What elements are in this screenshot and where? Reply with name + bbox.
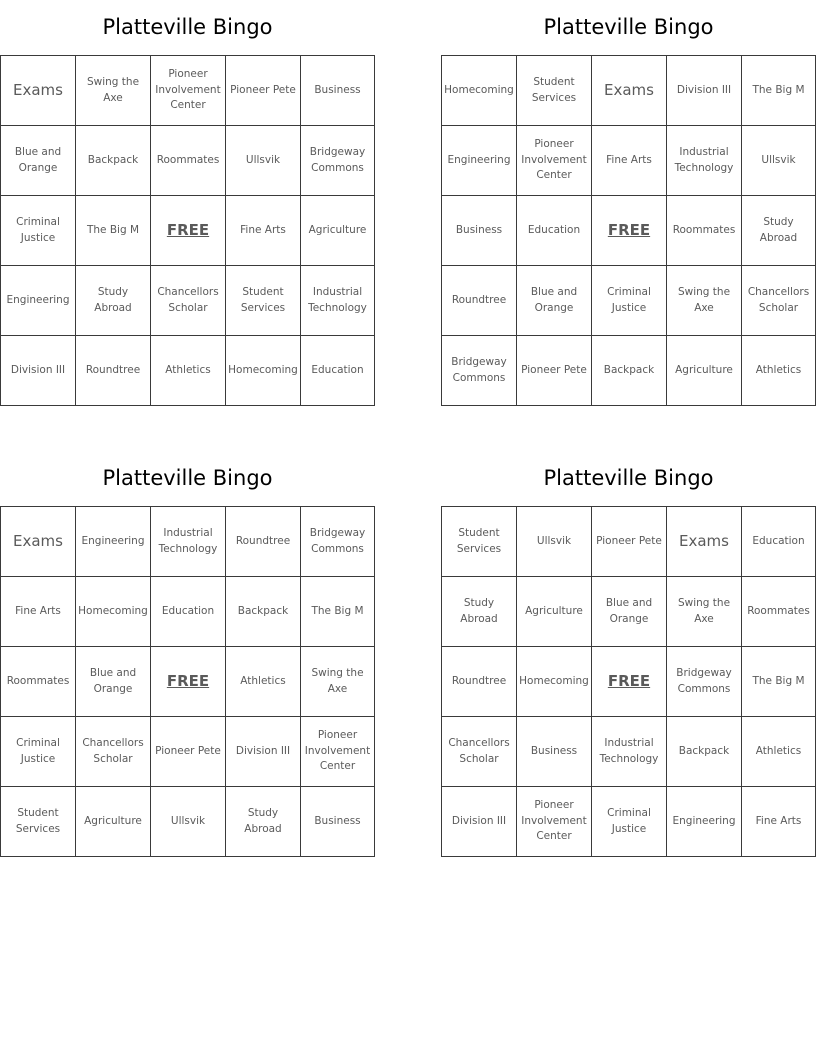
bingo-square (151, 266, 226, 336)
square-label: Agriculture (308, 223, 367, 236)
square-label: The Big M (752, 674, 805, 687)
square-label: Chancellors Scholar (747, 286, 810, 314)
square-label: Homecoming (228, 363, 298, 376)
bingo-square (301, 507, 375, 577)
square-label: Pioneer Involvement Center (521, 799, 587, 843)
square-label: Pioneer Involvement Center (155, 68, 221, 112)
bingo-square (517, 126, 592, 196)
bingo-square (517, 787, 592, 857)
bingo-grid (0, 506, 375, 857)
bingo-square (226, 717, 301, 787)
square-label: Ullsvik (170, 814, 206, 827)
bingo-square (742, 507, 816, 577)
bingo-square (442, 787, 517, 857)
bingo-square (667, 787, 742, 857)
square-label: Exams (679, 531, 729, 550)
bingo-square (1, 507, 76, 577)
bingo-square (226, 196, 301, 266)
square-label: The Big M (311, 604, 364, 617)
square-label: Roommates (747, 604, 810, 617)
card-title: Platteville Bingo (102, 466, 273, 490)
bingo-square (226, 507, 301, 577)
square-label: Chancellors Scholar (448, 737, 510, 765)
bingo-grid (441, 506, 816, 857)
square-label: FREE (166, 671, 210, 690)
bingo-square (442, 196, 517, 266)
card-title: Platteville Bingo (543, 466, 714, 490)
bingo-square (76, 507, 151, 577)
square-label: Engineering (6, 293, 70, 306)
square-label: Swing the Axe (677, 286, 731, 314)
bingo-square (1, 717, 76, 787)
square-label: Chancellors Scholar (82, 737, 144, 765)
square-label: Bridgeway Commons (309, 527, 366, 555)
square-label: Business (314, 814, 361, 827)
square-label: Engineering (672, 814, 736, 827)
bingo-square (301, 787, 375, 857)
bingo-square (667, 647, 742, 717)
square-label: Roundtree (85, 363, 141, 376)
square-label: Athletics (755, 363, 802, 376)
bingo-square (226, 647, 301, 717)
square-label: Swing the Axe (311, 667, 364, 695)
bingo-square (592, 577, 667, 647)
bingo-square (442, 647, 517, 717)
bingo-square (742, 787, 816, 857)
square-label: Ullsvik (245, 153, 281, 166)
bingo-square (226, 336, 301, 406)
bingo-square (151, 56, 226, 126)
square-label: Backpack (237, 604, 289, 617)
square-label: The Big M (752, 83, 805, 96)
bingo-square (76, 787, 151, 857)
square-label: Engineering (447, 153, 511, 166)
bingo-square (742, 717, 816, 787)
bingo-square (517, 507, 592, 577)
bingo-square (742, 126, 816, 196)
square-label: Bridgeway Commons (451, 356, 507, 384)
bingo-square (592, 126, 667, 196)
square-label: Roundtree (235, 534, 291, 547)
bingo-square (592, 336, 667, 406)
square-label: Exams (604, 80, 654, 99)
bingo-square (667, 196, 742, 266)
bingo-square (151, 577, 226, 647)
bingo-square (742, 56, 816, 126)
bingo-square (592, 787, 667, 857)
bingo-square (226, 577, 301, 647)
free-space (151, 647, 226, 717)
bingo-square (592, 507, 667, 577)
square-label: Backpack (87, 153, 139, 166)
bingo-square (592, 56, 667, 126)
bingo-square (301, 126, 375, 196)
bingo-square (1, 787, 76, 857)
bingo-square (442, 717, 517, 787)
bingo-square (592, 717, 667, 787)
bingo-square (442, 577, 517, 647)
square-label: Ullsvik (761, 153, 796, 166)
square-label: Student Services (15, 807, 61, 835)
square-label: Bridgeway Commons (309, 146, 366, 174)
square-label: Pioneer Pete (596, 534, 662, 547)
bingo-square (1, 577, 76, 647)
square-label: Ullsvik (536, 534, 572, 547)
square-label: Education (161, 604, 215, 617)
bingo-square (442, 336, 517, 406)
bingo-square (442, 266, 517, 336)
square-label: FREE (607, 671, 651, 690)
bingo-square (667, 126, 742, 196)
square-label: Blue and Orange (530, 286, 578, 314)
free-space (592, 647, 667, 717)
square-label: Industrial Technology (674, 146, 734, 174)
square-label: Agriculture (675, 363, 733, 376)
square-label: Study Abroad (244, 807, 282, 835)
square-label: Criminal Justice (16, 737, 60, 765)
bingo-square (742, 647, 816, 717)
square-label: Roommates (6, 674, 70, 687)
square-label: Roundtree (451, 293, 507, 306)
bingo-square (517, 336, 592, 406)
square-label: Business (530, 744, 578, 757)
bingo-square (151, 336, 226, 406)
bingo-square (151, 507, 226, 577)
bingo-square (151, 717, 226, 787)
square-label: Engineering (81, 534, 145, 547)
square-label: Student Services (531, 76, 577, 104)
square-label: Athletics (165, 363, 211, 376)
bingo-square (1, 266, 76, 336)
square-label: Chancellors Scholar (157, 286, 219, 314)
bingo-square (517, 266, 592, 336)
bingo-square (76, 647, 151, 717)
square-label: Homecoming (444, 83, 514, 96)
bingo-square (667, 336, 742, 406)
square-label: Bridgeway Commons (676, 667, 732, 695)
bingo-square (226, 126, 301, 196)
bingo-square (517, 56, 592, 126)
bingo-square (301, 647, 375, 717)
square-label: Education (752, 534, 805, 547)
square-label: Business (455, 223, 503, 236)
bingo-square (742, 577, 816, 647)
card-title: Platteville Bingo (102, 15, 273, 39)
bingo-square (1, 647, 76, 717)
square-label: Study Abroad (460, 597, 498, 625)
bingo-square (76, 126, 151, 196)
bingo-square (226, 56, 301, 126)
square-label: Pioneer Pete (155, 744, 221, 757)
bingo-square (301, 56, 375, 126)
bingo-square (667, 266, 742, 336)
bingo-square (301, 717, 375, 787)
square-label: Agriculture (84, 814, 142, 827)
square-label: The Big M (86, 223, 140, 236)
square-label: Roommates (156, 153, 220, 166)
bingo-square (742, 336, 816, 406)
square-label: Division III (10, 363, 66, 376)
bingo-square (667, 717, 742, 787)
square-label: Fine Arts (755, 814, 802, 827)
free-space (151, 196, 226, 266)
bingo-square (667, 56, 742, 126)
square-label: Swing the Axe (677, 597, 731, 625)
square-label: Backpack (678, 744, 730, 757)
square-label: Criminal Justice (16, 216, 60, 244)
bingo-square (1, 336, 76, 406)
square-label: Athletics (240, 674, 286, 687)
square-label: Student Services (456, 527, 502, 555)
square-label: Exams (13, 80, 63, 99)
bingo-square (301, 336, 375, 406)
bingo-square (442, 56, 517, 126)
bingo-square (76, 717, 151, 787)
bingo-square (517, 577, 592, 647)
bingo-square (1, 56, 76, 126)
bingo-grid (441, 55, 816, 406)
square-label: Study Abroad (759, 216, 798, 244)
square-label: Education (527, 223, 581, 236)
square-label: Fine Arts (15, 604, 61, 617)
square-label: Pioneer Involvement Center (521, 138, 587, 182)
square-label: Student Services (240, 286, 286, 314)
square-label: Pioneer Involvement Center (304, 729, 371, 773)
bingo-square (151, 126, 226, 196)
bingo-square (76, 336, 151, 406)
bingo-square (301, 196, 375, 266)
bingo-square (151, 787, 226, 857)
square-label: FREE (607, 220, 651, 239)
square-label: Fine Arts (606, 153, 652, 166)
square-label: Homecoming (519, 674, 589, 687)
bingo-square (1, 196, 76, 266)
square-label: Backpack (603, 363, 655, 376)
bingo-square (226, 266, 301, 336)
square-label: Business (314, 83, 361, 96)
square-label: Athletics (755, 744, 802, 757)
square-label: Roommates (672, 223, 736, 236)
square-label: Blue and Orange (89, 667, 137, 695)
bingo-square (1, 126, 76, 196)
square-label: Industrial Technology (308, 286, 367, 314)
square-label: Study Abroad (94, 286, 132, 314)
square-label: Industrial Technology (158, 527, 218, 555)
square-label: Roundtree (451, 674, 507, 687)
bingo-square (76, 577, 151, 647)
square-label: Criminal Justice (607, 807, 651, 835)
card-title: Platteville Bingo (543, 15, 714, 39)
free-space (592, 196, 667, 266)
bingo-square (517, 717, 592, 787)
square-label: Division III (235, 744, 291, 757)
bingo-square (667, 507, 742, 577)
square-label: Division III (676, 83, 732, 96)
bingo-square (742, 196, 816, 266)
bingo-square (667, 577, 742, 647)
square-label: Exams (13, 531, 63, 550)
square-label: Blue and Orange (14, 146, 62, 174)
bingo-square (592, 266, 667, 336)
square-label: Fine Arts (240, 223, 286, 236)
square-label: FREE (166, 220, 210, 239)
bingo-square (442, 507, 517, 577)
bingo-square (517, 196, 592, 266)
square-label: Pioneer Pete (230, 83, 296, 96)
square-label: Homecoming (78, 604, 148, 617)
bingo-square (742, 266, 816, 336)
bingo-square (517, 647, 592, 717)
bingo-square (442, 126, 517, 196)
bingo-square (301, 266, 375, 336)
bingo-square (76, 266, 151, 336)
bingo-square (76, 196, 151, 266)
bingo-square (301, 577, 375, 647)
square-label: Education (311, 363, 364, 376)
square-label: Swing the Axe (86, 76, 140, 104)
square-label: Criminal Justice (607, 286, 651, 314)
square-label: Agriculture (525, 604, 583, 617)
bingo-square (226, 787, 301, 857)
square-label: Pioneer Pete (521, 363, 587, 376)
square-label: Industrial Technology (599, 737, 659, 765)
square-label: Division III (451, 814, 507, 827)
bingo-square (76, 56, 151, 126)
bingo-grid (0, 55, 375, 406)
square-label: Blue and Orange (605, 597, 653, 625)
